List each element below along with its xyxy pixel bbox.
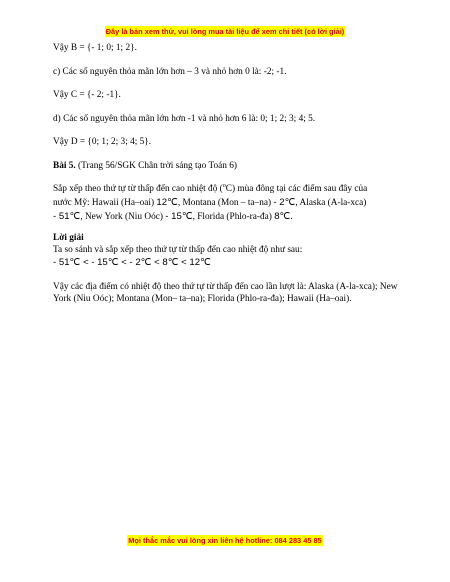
hotline-notice-text: Mọi thắc mắc vui lòng xin liên hệ hotline: 084 283 45 85 — [128, 536, 322, 545]
solution-order: - 51℃ < - 15℃ < - 2℃ < 8℃ < 12℃ — [53, 257, 211, 269]
part-d-line: d) Các số nguyên thỏa mãn lớn hơn -1 và nhỏ hơn 6 là: 0; 1; 2; 3; 4; 5. — [53, 113, 316, 124]
part-c-line: c) Các số nguyên thỏa mãn lớn hơn – 3 và nhỏ hơn 0 là: -2; -1. — [53, 66, 287, 77]
set-d-line: Vậy D = {0; 1; 2; 3; 4; 5}. — [53, 137, 152, 148]
temp-montana: - 2℃ — [273, 197, 296, 209]
exercise-question: Sắp xếp theo thứ tự từ thấp đến cao nhiệt độ ($^o$C) mùa đông tại các điểm sau đây của nước Mỹ: Hawaii (Ha–oai) 12℃, Montana (Mon – ta–na) - 2℃, Alaska (A-la-xca) - 51℃, New York (Niu Oóc) - 15℃, Florida (Phlo-ra-đa) 8℃. — [53, 182, 368, 223]
hotline-notice-banner — [0, 536, 450, 545]
exercise-heading — [53, 160, 405, 173]
solution-intro: Ta so sánh và sắp xếp theo thứ tự từ thấp đến cao nhiệt độ như sau: — [53, 245, 303, 256]
preview-notice-text: Đây là bản xem thử, vui lòng mua tài liệu để xem chi tiết (có lời giải) — [105, 27, 345, 36]
temp-alaska: - 51℃ — [53, 211, 81, 223]
temp-florida: 8℃ — [274, 211, 291, 223]
exercise-source: (Trang 56/SGK Chân trời sáng tạo Toán 6) — [75, 160, 238, 171]
solution-title: Lời giải — [53, 232, 84, 243]
preview-notice-banner — [0, 27, 450, 36]
document-body — [53, 42, 405, 306]
degree-symbol: o — [222, 182, 226, 189]
temp-newyork: - 15℃ — [165, 211, 193, 223]
temp-hawaii: 12℃ — [156, 197, 178, 209]
set-b-line: Vậy B = {- 1; 0; 1; 2}. — [53, 43, 137, 53]
conclusion-paragraph: Vậy các địa điểm có nhiệt độ theo thứ tự từ thấp đến cao lần lượt là: Alaska (A-la-xca); New York (Niu Oóc); Montana (Mon– ta–na); Florida (Phlo-ra-đa); Hawaii (Ha–oai). — [53, 281, 398, 305]
set-c-line: Vậy C = {- 2; -1}. — [53, 90, 121, 101]
exercise-title: Bài 5. — [53, 160, 76, 171]
